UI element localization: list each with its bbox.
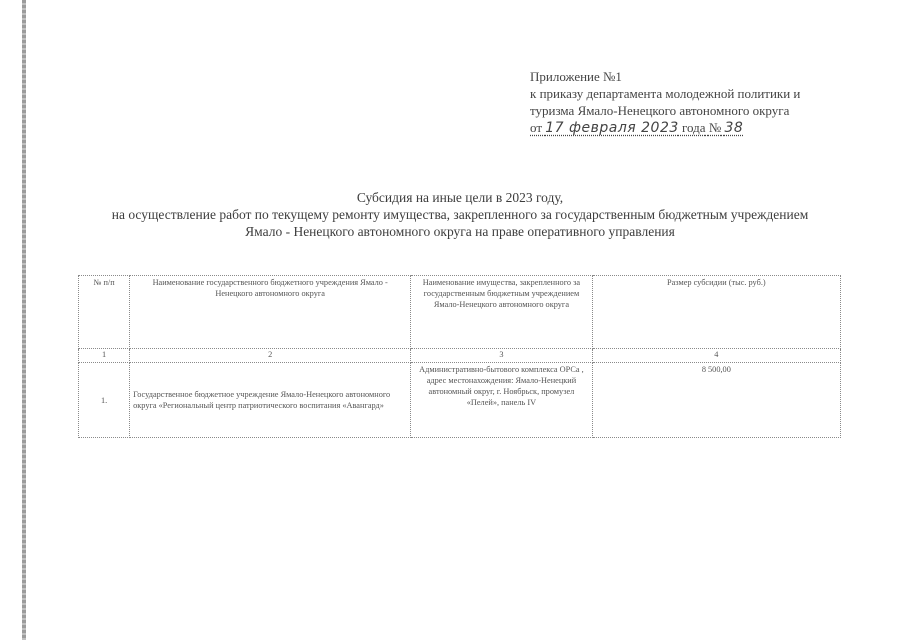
- subsidy-table: [78, 275, 841, 438]
- header-property: Наименование имущества, закрепленного за государственным бюджетным учреждением Ямало-Ненецкого автономного округа: [411, 276, 592, 349]
- institution-name: Государственное бюджетное учреждение Ямало-Ненецкого автономного округа «Региональный центр патриотического воспитания «Авангард»: [130, 363, 411, 438]
- subsidy-amount: 8 500,00: [592, 363, 840, 438]
- table-header-row: [79, 276, 841, 349]
- header-institution: Наименование государственного бюджетного учреждения Ямало - Ненецкого автономного округа: [130, 276, 411, 349]
- column-number: 2: [130, 349, 411, 363]
- column-number-row: [79, 349, 841, 363]
- heading-line-2: на осуществление работ по текущему ремонту имущества, закрепленного за государственным бюджетным учреждением: [111, 207, 809, 222]
- header-amount: Размер субсидии (тыс. руб.): [592, 276, 840, 349]
- appendix-block: [530, 68, 800, 137]
- column-number: 3: [411, 349, 592, 363]
- column-number: 4: [592, 349, 840, 363]
- document-heading: [40, 189, 880, 240]
- heading-line-3: Ямало - Ненецкого автономного округа на праве оперативного управления: [245, 224, 675, 239]
- appendix-date-line: [530, 119, 800, 137]
- column-number: 1: [79, 349, 130, 363]
- appendix-department-line: туризма Ямало-Ненецкого автономного округа: [530, 103, 790, 118]
- table-row: [79, 363, 841, 438]
- date-suffix: года: [682, 120, 706, 135]
- date-prefix: от: [530, 120, 543, 135]
- date-value: 17 февраля 2023: [545, 120, 679, 136]
- header-number: № п/п: [79, 276, 130, 349]
- heading-line-1: Субсидия на иные цели в 2023 году,: [356, 190, 564, 205]
- property-name: Административно-бытового комплекса ОРСа , адрес местонахождения: Ямало-Ненецкий автономный округ, г. Ноябрьск, промузел «Пелей», панель IV: [411, 363, 592, 438]
- appendix-order-line: к приказу департамента молодежной политики и: [530, 86, 801, 101]
- scan-edge: [22, 0, 26, 640]
- row-number: 1.: [79, 363, 130, 438]
- number-value: 38: [724, 120, 744, 136]
- appendix-title: Приложение №1: [530, 69, 622, 84]
- number-prefix: №: [708, 120, 722, 135]
